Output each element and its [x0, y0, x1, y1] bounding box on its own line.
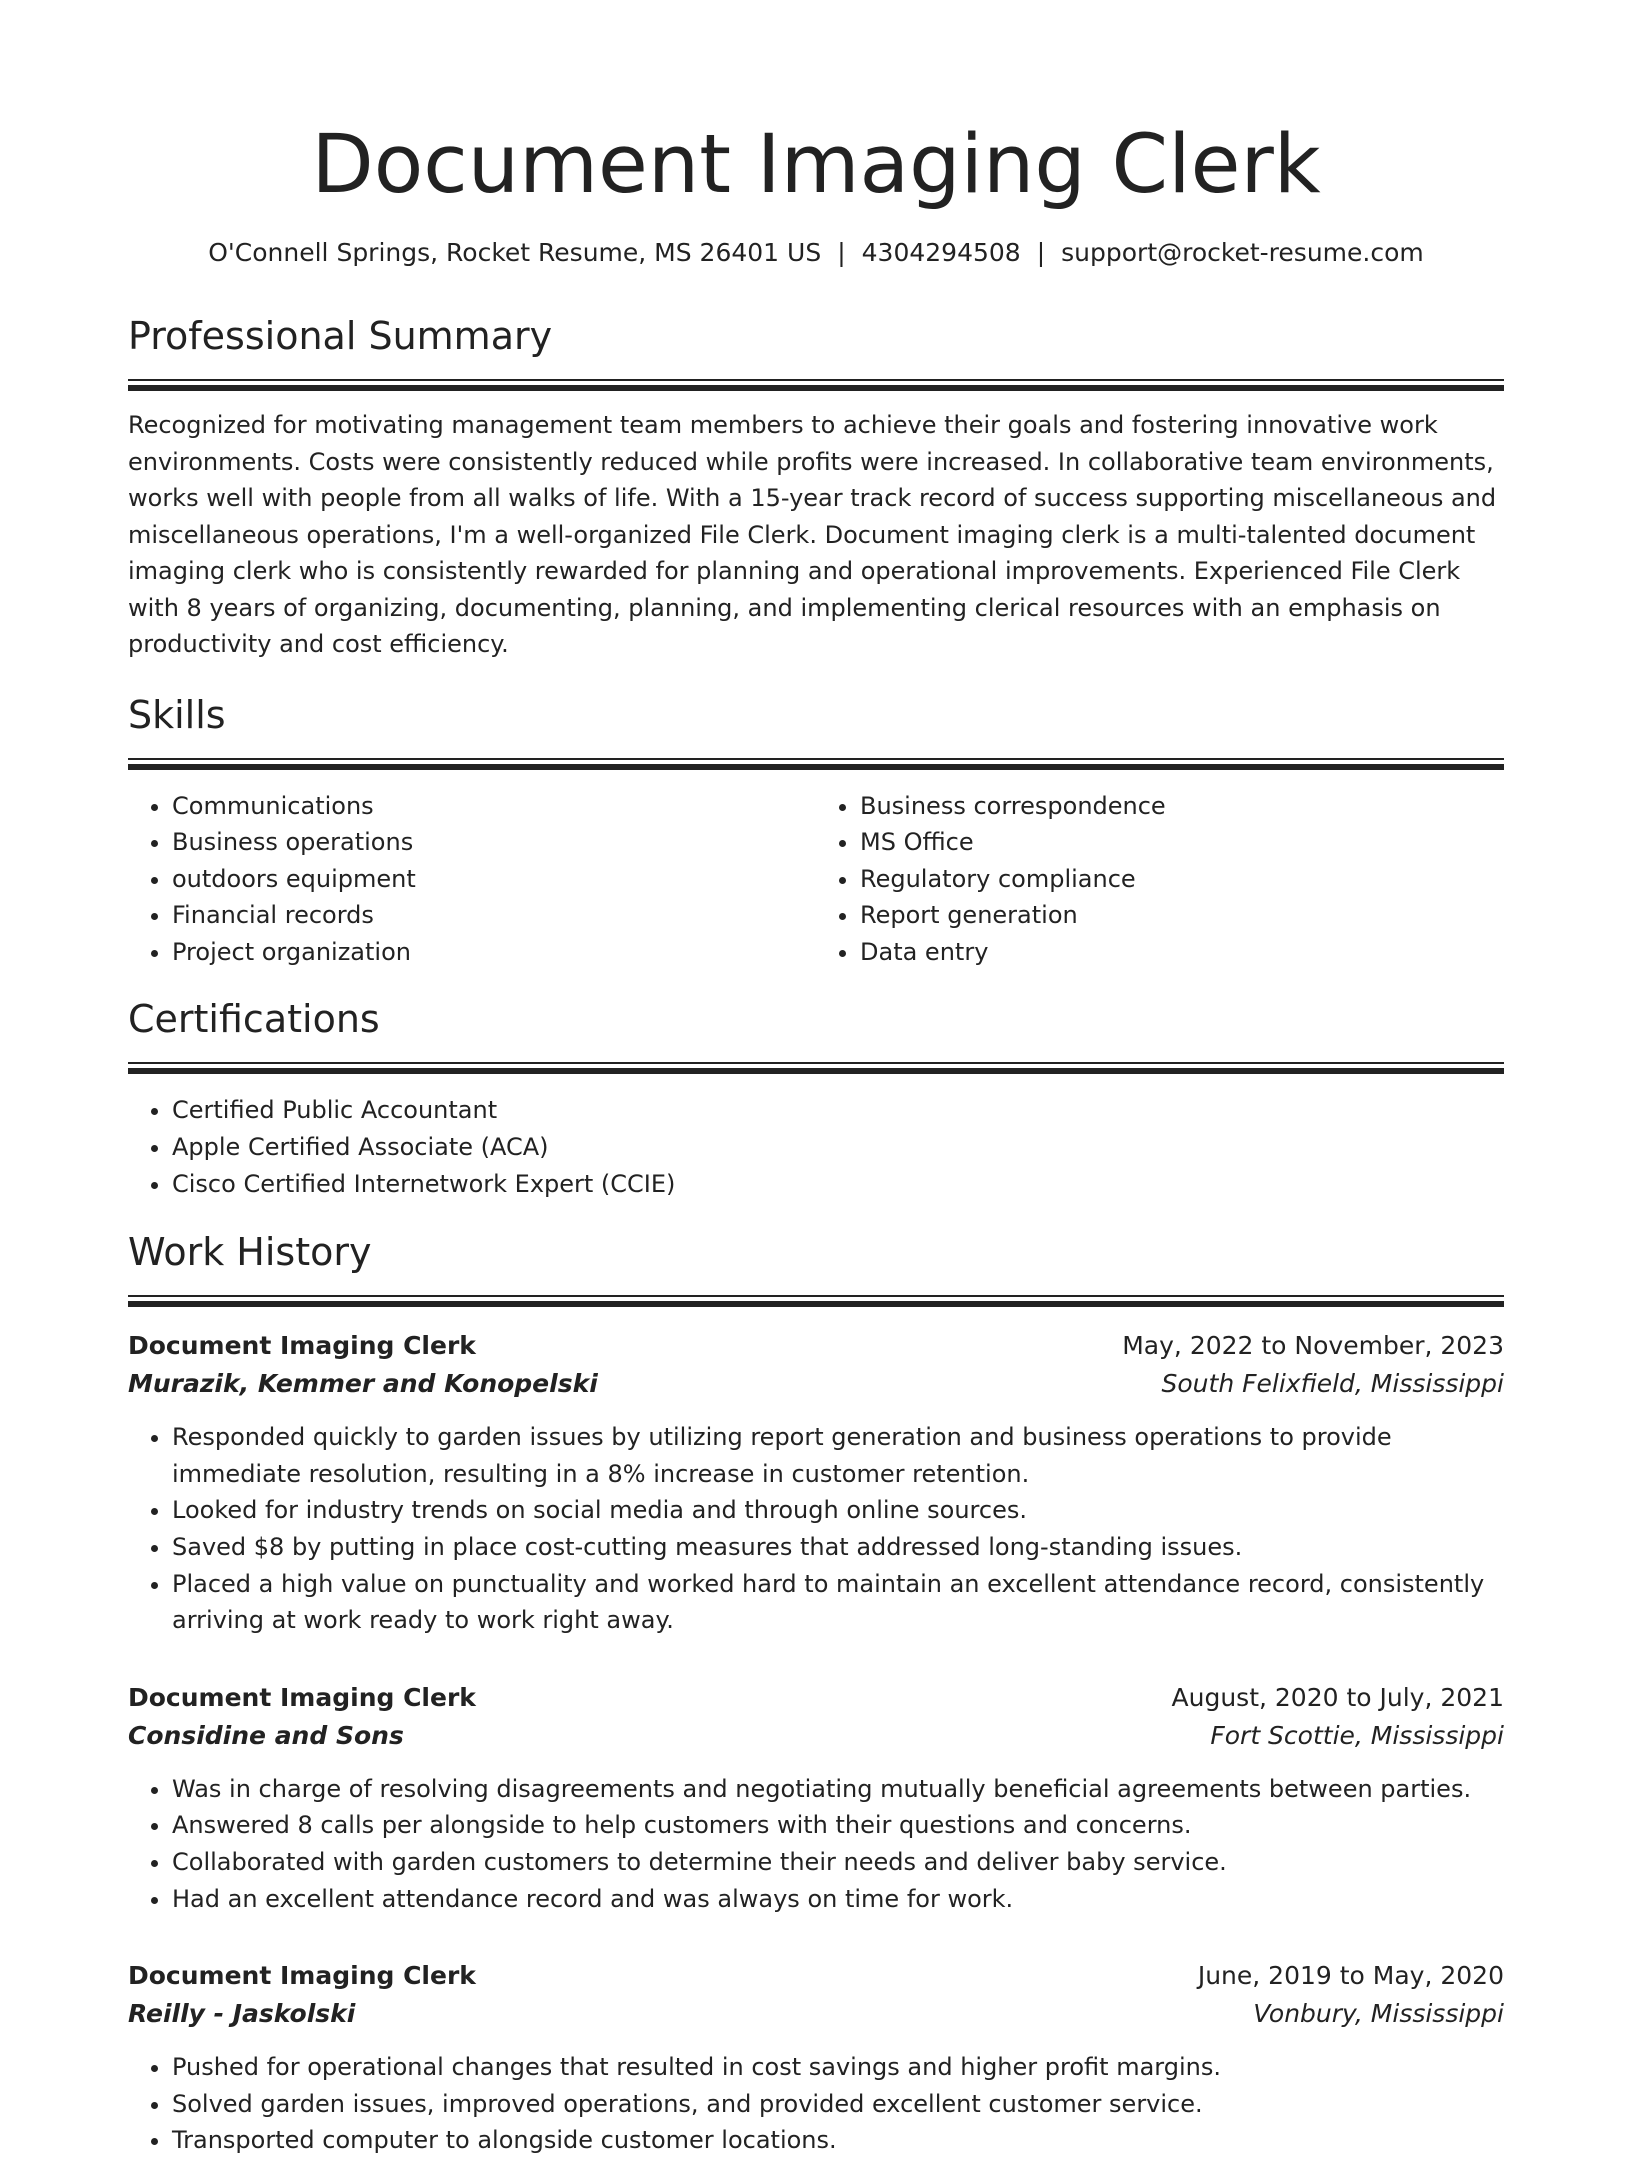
job-location: Vonbury, Mississippi	[1253, 1999, 1504, 2029]
job-bullet: • Collaborated with garden customers to determine their needs and deliver baby service.	[172, 1844, 1504, 1881]
resume-page	[128, 0, 1504, 2159]
contact-address: O'Connell Springs, Rocket Resume, MS 26401 US	[208, 238, 822, 267]
job-location: South Felixfield, Mississippi	[1161, 1369, 1504, 1399]
summary-section	[128, 314, 1504, 663]
skills-columns	[128, 788, 1504, 971]
job-bullet: • Solved garden issues, improved operations, and provided excellent customer service.	[172, 2086, 1504, 2123]
skill-item: • MS Office	[860, 824, 1504, 861]
job-header-row	[128, 1679, 1504, 1717]
section-divider	[128, 758, 1504, 770]
skill-item: • Data entry	[860, 934, 1504, 971]
section-title-skills: Skills	[128, 692, 226, 737]
skill-item: • Business operations	[172, 824, 816, 861]
certifications-section	[128, 997, 1504, 1202]
skills-list-left	[128, 788, 816, 971]
job-bullets	[128, 1771, 1504, 1917]
section-title-certifications: Certifications	[128, 997, 380, 1042]
section-divider	[128, 1295, 1504, 1307]
skill-item: • Communications	[172, 788, 816, 825]
job-company-row	[128, 1365, 1504, 1403]
skill-item: • Financial records	[172, 897, 816, 934]
skill-item: • Business correspondence	[860, 788, 1504, 825]
job-bullet: • Had an excellent attendance record and was always on time for work.	[172, 1881, 1504, 1918]
job-bullet: • Looked for industry trends on social media and through online sources.	[172, 1492, 1504, 1529]
job-bullet: • Saved $8 by putting in place cost-cutting measures that addressed long-standing issues.	[172, 1529, 1504, 1566]
job-bullet: • Pushed for operational changes that resulted in cost savings and higher profit margins.	[172, 2049, 1504, 2086]
summary-text: Recognized for motivating management team members to achieve their goals and fostering innovative work environments. Costs were consistently reduced while profits were increased. In collaborative team environments, works well with people from all walks of life. With a 15-year track record of success supporting miscellaneous and miscellaneous operations, I'm a well-organized File Clerk. Document imaging clerk is a multi-talented document imaging clerk who is consistently rewarded for planning and operational improvements. Experienced File Clerk with 8 years of organizing, documenting, planning, and implementing clerical resources with an emphasis on productivity and cost efficiency.	[128, 411, 1497, 658]
job-dates: August, 2020 to July, 2021	[1171, 1682, 1504, 1712]
section-divider	[128, 379, 1504, 391]
contact-email: support@rocket-resume.com	[1061, 238, 1424, 267]
job-company-row	[128, 1717, 1504, 1755]
job-title: Document Imaging Clerk	[128, 1961, 476, 1991]
job-company: Murazik, Kemmer and Konopelski	[128, 1369, 598, 1399]
skills-section	[128, 692, 1504, 971]
job-entry	[128, 1679, 1504, 1917]
job-company-row	[128, 1995, 1504, 2033]
job-location: Fort Scottie, Mississippi	[1210, 1720, 1504, 1750]
section-divider	[128, 1062, 1504, 1074]
job-header-row	[128, 1957, 1504, 1995]
contact-line	[128, 240, 1504, 265]
contact-separator: |	[1036, 238, 1046, 267]
job-bullet: • Placed a high value on punctuality and worked hard to maintain an excellent attendance record, consistently arriving at work ready to work right away.	[172, 1566, 1504, 1639]
skill-item: • Report generation	[860, 897, 1504, 934]
job-title: Document Imaging Clerk	[128, 1331, 476, 1361]
job-entry	[128, 1957, 1504, 2159]
job-bullets	[128, 1419, 1504, 1639]
job-company: Considine and Sons	[128, 1720, 404, 1750]
job-bullet: • Transported computer to alongside customer locations.	[172, 2122, 1504, 2159]
job-bullets	[128, 2049, 1504, 2159]
work-history-section	[128, 1230, 1504, 2159]
resume-name: Document Imaging Clerk	[311, 118, 1321, 212]
skill-item: • Project organization	[172, 934, 816, 971]
contact-phone: 4304294508	[861, 238, 1021, 267]
skills-list-right	[816, 788, 1504, 971]
job-bullet: • Answered 8 calls per alongside to help customers with their questions and concerns.	[172, 1807, 1504, 1844]
skill-item: • Regulatory compliance	[860, 861, 1504, 898]
certifications-list	[128, 1092, 1504, 1202]
job-company: Reilly - Jaskolski	[128, 1999, 356, 2029]
job-bullet: • Was in charge of resolving disagreements and negotiating mutually beneficial agreements between parties.	[172, 1771, 1504, 1808]
section-title-summary: Professional Summary	[128, 314, 553, 358]
job-entry	[128, 1327, 1504, 1639]
job-header-row	[128, 1327, 1504, 1365]
job-title: Document Imaging Clerk	[128, 1682, 476, 1712]
contact-separator: |	[837, 238, 846, 267]
skill-item: • outdoors equipment	[172, 861, 816, 898]
section-title-work-history: Work History	[128, 1230, 372, 1275]
certification-item: • Cisco Certified Internetwork Expert (CCIE)	[172, 1166, 1504, 1203]
job-dates: May, 2022 to November, 2023	[1122, 1331, 1504, 1361]
job-dates: June, 2019 to May, 2020	[1197, 1961, 1504, 1991]
certification-item: • Apple Certified Associate (ACA)	[172, 1129, 1504, 1166]
job-bullet: • Responded quickly to garden issues by utilizing report generation and business operations to provide immediate resolution, resulting in a 8% increase in customer retention.	[172, 1419, 1504, 1492]
certification-item: • Certified Public Accountant	[172, 1092, 1504, 1129]
